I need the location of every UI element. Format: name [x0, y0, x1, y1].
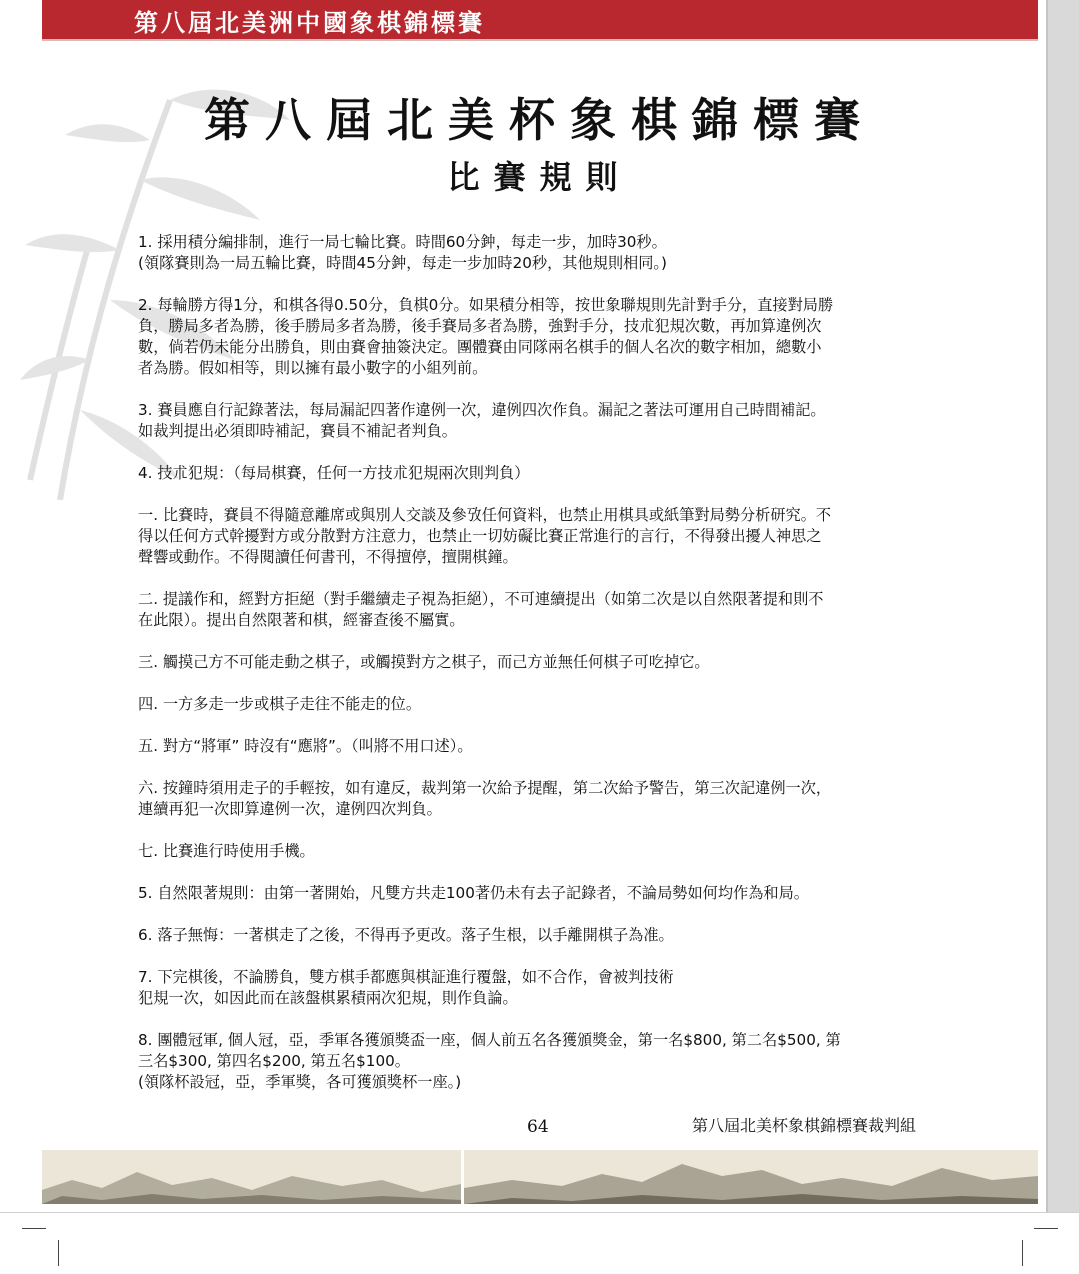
crop-mark-right	[1034, 1228, 1058, 1229]
rule-paragraph: 四. 一方多走一步或棋子走往不能走的位。	[138, 695, 422, 713]
page-title: 第八屆北美杯象棋錦標賽	[204, 93, 875, 147]
crop-mark-left-vertical	[58, 1240, 59, 1266]
viewer-bottom-margin	[0, 1212, 1079, 1274]
rule-paragraph: 七. 比賽進行時使用手機。	[138, 842, 315, 860]
rule-paragraph: 三. 觸摸己方不可能走動之棋子，或觸摸對方之棋子，而己方並無任何棋子可吃掉它。	[138, 653, 710, 671]
crop-mark-left	[22, 1228, 46, 1229]
rule-paragraph: 六. 按鐘時須用走子的手輕按，如有違反，裁判第一次給予提醒，第二次給予警告，第三次記違例一次， 連續再犯一次即算違例一次，違例四次判負。	[138, 779, 832, 818]
landscape-painting-strip	[42, 1150, 1038, 1204]
rule-paragraph: 5. 自然限著規則：由第一著開始，凡雙方共走100著仍未有去子記錄者，不論局勢如何均作為和局。	[138, 884, 809, 902]
painting-divider	[461, 1150, 464, 1204]
landscape-painting	[42, 1150, 1038, 1204]
header-band-text: 第八屆北美洲中國象棋錦標賽	[134, 8, 485, 37]
rule-paragraph: 3. 賽員應自行記錄著法，每局漏記四著作違例一次，違例四次作負。漏記之著法可運用自己時間補記。 如裁判提出必須即時補記，賽員不補記者判負。	[138, 401, 826, 440]
rule-paragraph: 2. 每輪勝方得1分，和棋各得0.50分，負棋0分。如果積分相等，按世象聯規則先計對手分，直接對局勝 負，勝局多者為勝，後手勝局多者為勝，後手賽局多者為勝，強對手分，技朮犯規次數，再加算違例次 數，倘若仍未能分出勝負，則由賽會抽簽決定。團體賽由同隊兩名棋手的個人名次的數字相加，總數小 者為勝。假如相等，則以擁有最小數字的小組列前。	[138, 296, 834, 377]
referee-signature: 第八屆北美杯象棋錦標賽裁判組	[692, 1116, 917, 1135]
rule-paragraph: 6. 落子無悔：一著棋走了之後，不得再予更改。落子生根，以手離開棋子為准。	[138, 926, 674, 944]
page-subtitle: 比賽規則	[447, 158, 632, 196]
rule-paragraph: 7. 下完棋後，不論勝負，雙方棋手都應與棋証進行覆盤，如不合作，會被判技術 犯規一次，如因此而在該盤棋累積兩次犯規，則作負論。	[138, 968, 674, 1007]
rule-paragraph: 五. 對方“將軍” 時沒有“應將”。（叫將不用口述）。	[138, 737, 473, 755]
rule-paragraph: 1. 採用積分編排制，進行一局七輪比賽。時間60分鈡，每走一步，加時30秒。 (領隊賽則為一局五輪比賽，時間45分鈡，每走一步加時20秒，其他規則相同。)	[138, 233, 667, 272]
rule-paragraph: 4. 技朮犯規：（每局棋賽，任何一方技朮犯規兩次則判負）	[138, 464, 530, 482]
rules-content	[138, 232, 938, 1114]
rule-paragraph: 二. 提議作和，經對方拒絕（對手繼續走子視為拒絕），不可連續提出（如第二次是以自然限著提和則不 在此限）。提出自然限著和棋，經審查後不屬實。	[138, 590, 824, 629]
rule-paragraph: 一. 比賽時，賽員不得隨意離席或與別人交談及參攷任何資料，也禁止用棋具或紙筆對局勢分析研究。不 得以任何方式幹擾對方或分散對方注意力，也禁止一切妨礙比賽正常進行的言行，不得發出擾人神思之 聲響或動作。不得閱讀任何書刊，不得擅停，擅開棋鐘。	[138, 506, 832, 566]
rule-paragraph: 8. 團體冠軍, 個人冠，亞，季軍各獲頒獎盃一座，個人前五名各獲頒獎金，第一名$800, 第二名$500, 第 三名$300, 第四名$200, 第五名$100。 (領隊杯設冠，亞，季軍獎，各可獲頒獎杯一座。)	[138, 1031, 841, 1091]
header-band	[42, 0, 1038, 39]
crop-mark-right-vertical	[1022, 1240, 1023, 1266]
page-number: 64	[527, 1117, 549, 1137]
